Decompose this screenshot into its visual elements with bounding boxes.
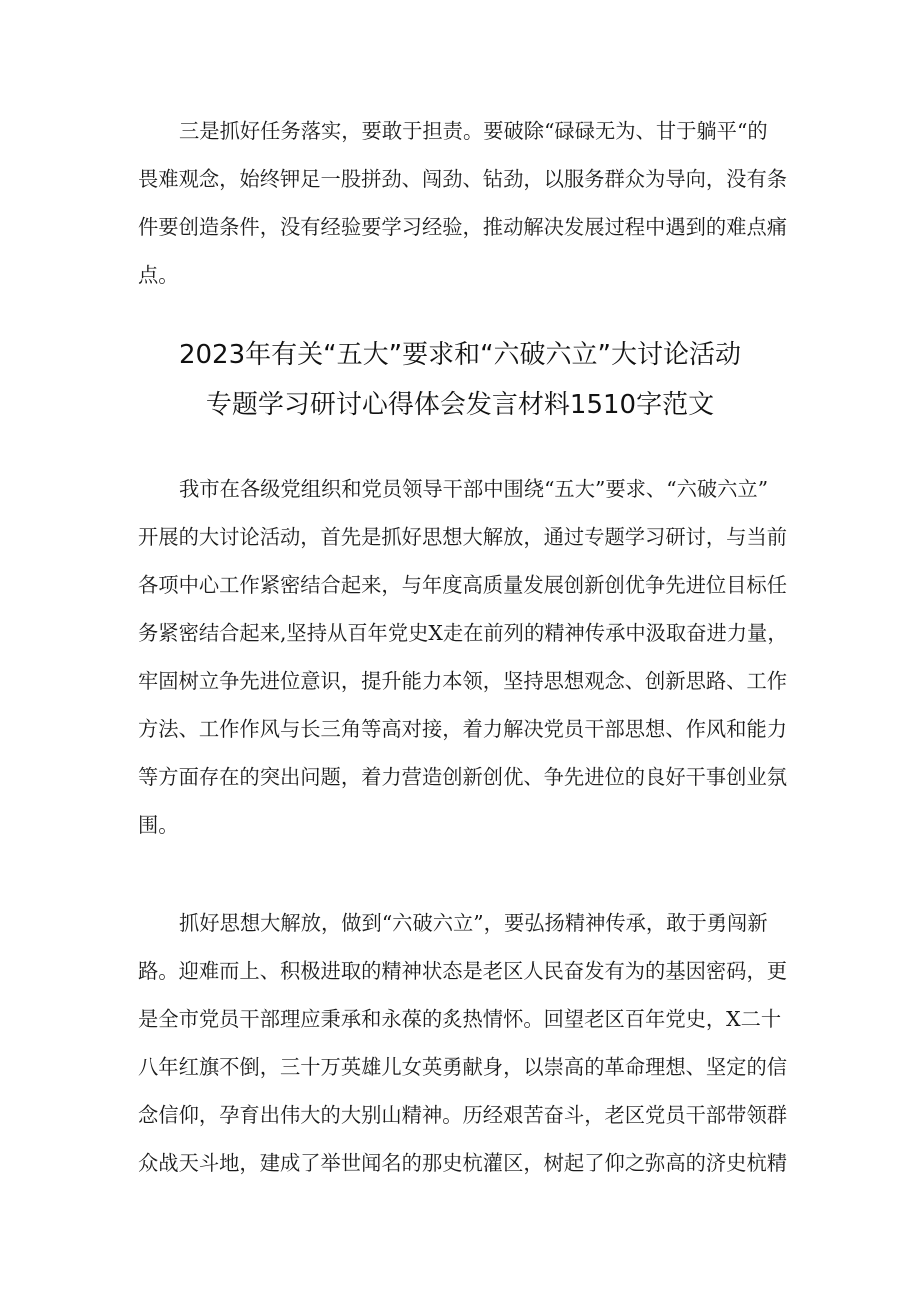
text-line: 务紧密结合起来,坚持从百年党史X走在前列的精神传承中汲取奋进力量， <box>138 621 788 645</box>
text-line: 念信仰，孕育出伟大的大别山精神。历经艰苦奋斗，老区党员干部带领群 <box>138 1103 788 1127</box>
text-line: 牢固树立争先进位意识，提升能力本领，坚持思想观念、创新思路、工作 <box>138 669 788 693</box>
title-line: 2023年有关“五大”要求和“六破六立”大讨论活动 <box>178 340 742 370</box>
text-line: 围。 <box>138 813 179 837</box>
text-line: 三是抓好任务落实，要敢于担责。要破除“碌碌无为、甘于躺平“的 <box>179 119 768 143</box>
text-line: 众战天斗地，建成了举世闻名的那史杭灌区，树起了仰之弥高的济史杭精 <box>138 1151 788 1175</box>
text-line: 等方面存在的突出问题，着力营造创新创优、争先进位的良好干事创业氛 <box>138 765 788 789</box>
paragraph-spirit-inheritance <box>138 899 788 1187</box>
text-line: 方法、工作作风与长三角等高对接，着力解决党员干部思想、作风和能力 <box>138 717 788 741</box>
text-line: 抓好思想大解放，做到“六破六立”，要弘扬精神传承，敢于勇闯新 <box>179 911 768 935</box>
text-line: 是全市党员干部理应秉承和永葆的炙热情怀。回望老区百年党史，X二十 <box>138 1007 782 1031</box>
text-line: 点。 <box>138 263 179 287</box>
paragraph-task-implementation <box>138 107 788 299</box>
title-line: 专题学习研讨心得体会发言材料1510字范文 <box>205 390 715 420</box>
document-title <box>0 330 920 430</box>
text-line: 件要创造条件，没有经验要学习经验，推动解决发展过程中遇到的难点痛 <box>138 215 788 239</box>
text-line: 八年红旗不倒，三十万英雄儿女英勇献身，以崇高的革命理想、坚定的信 <box>138 1055 788 1079</box>
text-line: 开展的大讨论活动，首先是抓好思想大解放，通过专题学习研讨，与当前 <box>138 525 788 549</box>
paragraph-discussion-activity <box>138 465 788 849</box>
text-line: 路。迎难而上、积极进取的精神状态是老区人民奋发有为的基因密码，更 <box>138 959 788 983</box>
text-line: 畏难观念，始终钾足一股拼劲、闯劲、钻劲，以服务群众为导向，没有条 <box>138 167 788 191</box>
text-line: 各项中心工作紧密结合起来，与年度高质量发展创新创优争先进位目标任 <box>138 573 788 597</box>
text-line: 我市在各级党组织和党员领导干部中围绕“五大”要求、“六破六立” <box>179 477 769 501</box>
